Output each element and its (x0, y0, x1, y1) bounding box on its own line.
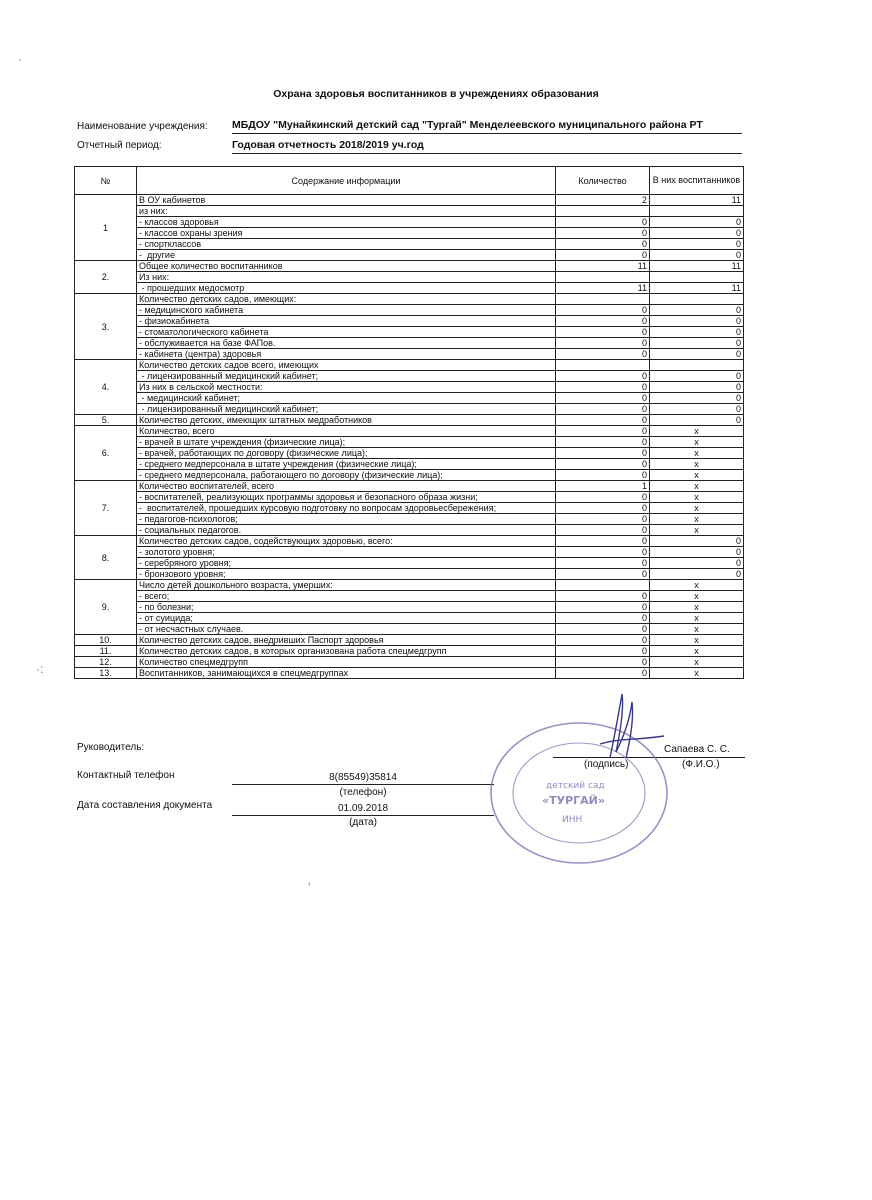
row-content: - спортклассов (137, 239, 556, 250)
scan-speck: ·: (36, 662, 44, 676)
row-quantity (556, 360, 650, 371)
phone-caption: (телефон) (339, 787, 387, 798)
table-row (75, 602, 744, 613)
date-label: Дата составления документа (77, 800, 213, 811)
row-content: Воспитанников, занимающихся в спецмедгруппах (137, 668, 556, 679)
row-pupils: 0 (650, 305, 744, 316)
row-pupils: 0 (650, 327, 744, 338)
row-pupils: x (650, 668, 744, 679)
signature-scribble (580, 688, 670, 768)
row-pupils: 0 (650, 371, 744, 382)
fio-caption: (Ф.И.О.) (682, 759, 720, 770)
row-quantity: 11 (556, 261, 650, 272)
phone-value: 8(85549)35814 (232, 772, 494, 785)
row-pupils: x (650, 613, 744, 624)
table-row (75, 404, 744, 415)
row-content: - золотого уровня; (137, 547, 556, 558)
row-content: Количество детских, имеющих штатных медработников (137, 415, 556, 426)
row-pupils: x (650, 580, 744, 591)
row-content: - врачей в штате учреждения (физические лица); (137, 437, 556, 448)
date-value: 01.09.2018 (232, 803, 494, 816)
row-pupils: x (650, 448, 744, 459)
row-quantity: 0 (556, 448, 650, 459)
table-row (75, 382, 744, 393)
head-name: Сапаева С. С. (664, 744, 730, 755)
row-content: Количество детских садов, внедривших Паспорт здоровья (137, 635, 556, 646)
row-number: 8. (75, 536, 137, 580)
row-content: - лицензированный медицинский кабинет; (137, 404, 556, 415)
row-number: 2. (75, 261, 137, 294)
table-row (75, 646, 744, 657)
row-quantity: 0 (556, 591, 650, 602)
row-pupils (650, 272, 744, 283)
row-quantity: 0 (556, 426, 650, 437)
table-row (75, 393, 744, 404)
row-quantity: 0 (556, 470, 650, 481)
row-quantity: 0 (556, 228, 650, 239)
row-quantity: 0 (556, 492, 650, 503)
table-row (75, 635, 744, 646)
table-row (75, 327, 744, 338)
row-quantity (556, 272, 650, 283)
row-pupils: 11 (650, 261, 744, 272)
row-pupils: 0 (650, 239, 744, 250)
row-pupils: 11 (650, 283, 744, 294)
row-quantity: 0 (556, 239, 650, 250)
row-content: - социальных педагогов. (137, 525, 556, 536)
row-quantity: 0 (556, 437, 650, 448)
row-pupils (650, 360, 744, 371)
row-quantity (556, 206, 650, 217)
row-pupils: 0 (650, 404, 744, 415)
table-row (75, 448, 744, 459)
row-content: В ОУ кабинетов (137, 195, 556, 206)
row-quantity: 0 (556, 338, 650, 349)
row-content: - всего; (137, 591, 556, 602)
row-pupils: 0 (650, 338, 744, 349)
row-pupils: 0 (650, 228, 744, 239)
row-quantity: 2 (556, 195, 650, 206)
table-row (75, 294, 744, 305)
table-row (75, 525, 744, 536)
row-quantity: 0 (556, 327, 650, 338)
row-number: 12. (75, 657, 137, 668)
row-pupils: x (650, 426, 744, 437)
row-content: - классов здоровья (137, 217, 556, 228)
row-quantity: 0 (556, 646, 650, 657)
row-content: - педагогов-психологов; (137, 514, 556, 525)
document-title: Охрана здоровья воспитанников в учреждениях образования (273, 88, 599, 100)
table-row (75, 338, 744, 349)
table-row (75, 283, 744, 294)
row-pupils: 0 (650, 415, 744, 426)
row-quantity: 0 (556, 316, 650, 327)
row-pupils: x (650, 492, 744, 503)
table-row (75, 580, 744, 591)
row-content: - среднего медперсонала в штате учреждения (физические лица); (137, 459, 556, 470)
row-quantity: 0 (556, 635, 650, 646)
row-content: - среднего медперсонала, работающего по договору (физические лица); (137, 470, 556, 481)
row-content: Количество детских садов, в которых организована работа спецмедгрупп (137, 646, 556, 657)
table-header-row (75, 167, 744, 195)
institution-label: Наименование учреждения: (77, 121, 208, 132)
row-content: - по болезни; (137, 602, 556, 613)
row-quantity: 0 (556, 514, 650, 525)
row-quantity: 0 (556, 382, 650, 393)
row-pupils: x (650, 437, 744, 448)
header-pupils: В них воспитанников (650, 167, 744, 195)
row-pupils (650, 206, 744, 217)
row-quantity: 0 (556, 503, 650, 514)
table-row (75, 624, 744, 635)
row-content: - лицензированный медицинский кабинет; (137, 371, 556, 382)
row-number: 11. (75, 646, 137, 657)
row-quantity: 0 (556, 415, 650, 426)
report-table (74, 166, 744, 679)
table-row (75, 481, 744, 492)
row-quantity: 0 (556, 525, 650, 536)
row-pupils: 0 (650, 349, 744, 360)
row-pupils: 0 (650, 250, 744, 261)
header-num: № (75, 167, 137, 195)
row-content: - стоматологического кабинета (137, 327, 556, 338)
row-number: 1 (75, 195, 137, 261)
table-row (75, 426, 744, 437)
stamp-inn: ИНН (562, 815, 583, 825)
row-pupils: 0 (650, 558, 744, 569)
row-content: - физиокабинета (137, 316, 556, 327)
row-content: Из них: (137, 272, 556, 283)
institution-value: МБДОУ "Мунайкинский детский сад "Тургай" Менделеевского муниципального района РТ (232, 119, 742, 134)
row-pupils: 0 (650, 382, 744, 393)
row-quantity: 0 (556, 349, 650, 360)
row-quantity: 0 (556, 569, 650, 580)
row-content: Общее количество воспитанников (137, 261, 556, 272)
row-number: 3. (75, 294, 137, 360)
row-quantity: 0 (556, 217, 650, 228)
row-quantity: 0 (556, 668, 650, 679)
row-content: - от суицида; (137, 613, 556, 624)
row-content: - медицинский кабинет; (137, 393, 556, 404)
row-pupils: x (650, 646, 744, 657)
table-row (75, 514, 744, 525)
table-row (75, 217, 744, 228)
row-pupils: 0 (650, 536, 744, 547)
row-pupils: x (650, 602, 744, 613)
row-content: из них: (137, 206, 556, 217)
table-row (75, 547, 744, 558)
table-row (75, 668, 744, 679)
row-content: - другие (137, 250, 556, 261)
table-row (75, 536, 744, 547)
row-content: Количество воспитателей, всего (137, 481, 556, 492)
header-content: Содержание информации (137, 167, 556, 195)
row-quantity: 0 (556, 547, 650, 558)
signature-caption: (подпись) (584, 759, 629, 770)
row-quantity: 0 (556, 305, 650, 316)
table-row (75, 415, 744, 426)
header-qty: Количество (556, 167, 650, 195)
row-content: - кабинета (центра) здоровья (137, 349, 556, 360)
row-pupils: 0 (650, 393, 744, 404)
phone-label: Контактный телефон (77, 770, 175, 781)
row-pupils: 0 (650, 217, 744, 228)
row-quantity (556, 580, 650, 591)
row-number: 7. (75, 481, 137, 536)
row-quantity: 0 (556, 371, 650, 382)
table-row (75, 316, 744, 327)
table-body (75, 195, 744, 679)
row-content: Количество детских садов, имеющих: (137, 294, 556, 305)
row-content: - от несчастных случаев. (137, 624, 556, 635)
row-pupils: x (650, 514, 744, 525)
row-pupils: 11 (650, 195, 744, 206)
period-value: Годовая отчетность 2018/2019 уч.год (232, 139, 742, 154)
row-content: - врачей, работающих по договору (физические лица); (137, 448, 556, 459)
row-content: - воспитателей, прошедших курсовую подготовку по вопросам здоровьесбережения; (137, 503, 556, 514)
table-row (75, 459, 744, 470)
row-quantity: 0 (556, 602, 650, 613)
stamp-line1: детский сад (546, 781, 605, 791)
row-quantity: 0 (556, 624, 650, 635)
table-row (75, 558, 744, 569)
row-number: 4. (75, 360, 137, 415)
table-row (75, 470, 744, 481)
table-row (75, 349, 744, 360)
row-pupils: x (650, 657, 744, 668)
stamp-center: «ТУРГАЙ» (542, 794, 605, 807)
row-quantity: 0 (556, 459, 650, 470)
row-content: - бронзового уровня; (137, 569, 556, 580)
table-row (75, 228, 744, 239)
row-pupils: x (650, 503, 744, 514)
row-content: Из них в сельской местности: (137, 382, 556, 393)
row-pupils: 0 (650, 569, 744, 580)
row-number: 13. (75, 668, 137, 679)
table-row (75, 272, 744, 283)
row-number: 5. (75, 415, 137, 426)
row-content: - воспитателей, реализующих программы здоровья и безопасного образа жизни; (137, 492, 556, 503)
row-number: 9. (75, 580, 137, 635)
table-row (75, 371, 744, 382)
row-content: Количество детских садов, содействующих здоровью, всего: (137, 536, 556, 547)
period-label: Отчетный период: (77, 140, 162, 151)
head-label: Руководитель: (77, 742, 145, 753)
table-row (75, 305, 744, 316)
row-pupils: x (650, 470, 744, 481)
row-quantity: 0 (556, 404, 650, 415)
row-pupils: 0 (650, 547, 744, 558)
table-row (75, 261, 744, 272)
row-quantity: 0 (556, 250, 650, 261)
row-content: Количество спецмедгрупп (137, 657, 556, 668)
table-row (75, 503, 744, 514)
table-row (75, 657, 744, 668)
row-pupils (650, 294, 744, 305)
table-row (75, 613, 744, 624)
row-content: - прошедших медосмотр (137, 283, 556, 294)
table-row (75, 569, 744, 580)
table-row (75, 250, 744, 261)
row-pupils: x (650, 525, 744, 536)
table-row (75, 195, 744, 206)
row-content: Число детей дошкольного возраста, умерших: (137, 580, 556, 591)
row-content: - обслуживается на базе ФАПов. (137, 338, 556, 349)
row-quantity (556, 294, 650, 305)
row-quantity: 0 (556, 536, 650, 547)
table-row (75, 591, 744, 602)
row-number: 10. (75, 635, 137, 646)
row-content: - классов охраны зрения (137, 228, 556, 239)
table-row (75, 206, 744, 217)
row-content: Количество, всего (137, 426, 556, 437)
row-pupils: x (650, 635, 744, 646)
table-row (75, 239, 744, 250)
row-pupils: x (650, 624, 744, 635)
scan-speck: ‘ (308, 880, 311, 894)
row-content: Количество детских садов всего, имеющих (137, 360, 556, 371)
row-quantity: 1 (556, 481, 650, 492)
table-row (75, 360, 744, 371)
row-pupils: x (650, 481, 744, 492)
scan-speck: · (18, 52, 22, 66)
row-quantity: 0 (556, 558, 650, 569)
row-number: 6. (75, 426, 137, 481)
row-pupils: x (650, 459, 744, 470)
row-quantity: 0 (556, 393, 650, 404)
row-pupils: 0 (650, 316, 744, 327)
row-quantity: 0 (556, 613, 650, 624)
row-quantity: 0 (556, 657, 650, 668)
row-pupils: x (650, 591, 744, 602)
table-row (75, 492, 744, 503)
row-content: - серебряного уровня; (137, 558, 556, 569)
row-quantity: 11 (556, 283, 650, 294)
table-row (75, 437, 744, 448)
date-caption: (дата) (349, 817, 377, 828)
row-content: - медицинского кабинета (137, 305, 556, 316)
